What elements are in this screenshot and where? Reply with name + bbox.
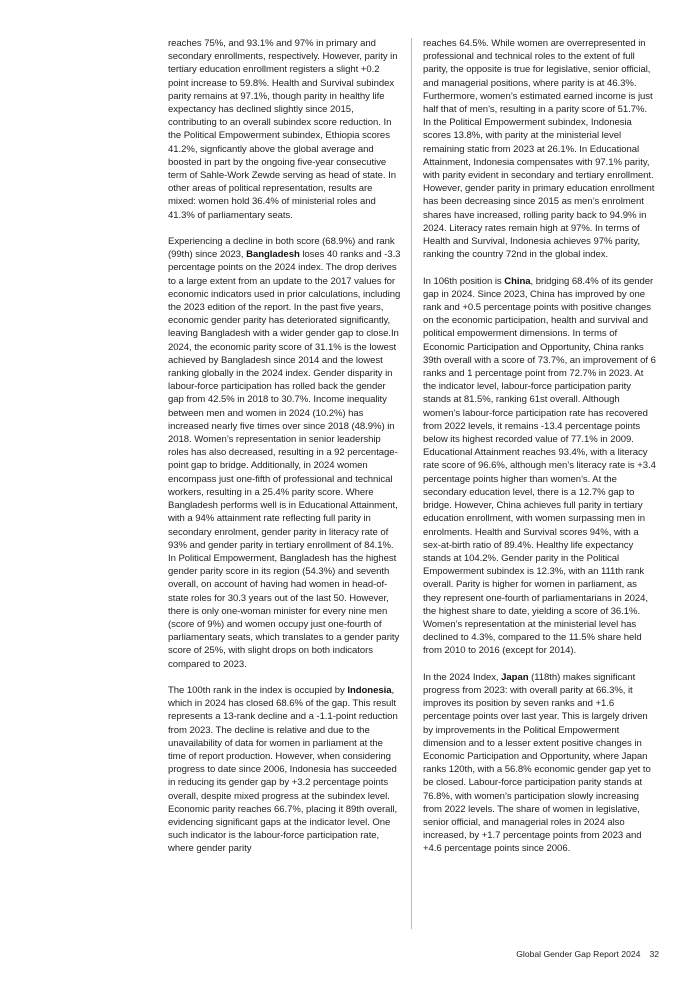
paragraph-indonesia-continued [423, 37, 656, 261]
paragraph-china [423, 275, 656, 658]
paragraph-text: loses 40 ranks and -3.3 percentage points on the 2024 index. The drop derives to a large extent from an update to the 2017 values for economic indicators used in prior calculations, including the 2023 edition of the report. In the past five years, economic gender parity has deteriorated significantly, leaving Bangladesh with a wider gender gap to close.In 2024, the economic parity score of 31.1% is the lowest achieved by Bangladesh since 2014 and the lowest ranking globally in the 2024 index. Gender disparity in labour-force participation has rolled back the gender gap from 42.5% in 2018 to 30.7%. Income inequality between men and women in 2024 (10.2%) has increased nearly five times over since 2018 (48.9%) in 2018. Women’s representation in senior leadership roles has also decreased, resulting in a 92 percentage-point gap to bridge. Additionally, in 2024 women encompass just one-fifth of professional and technical workers, resulting in a 25.4% parity score. Where Bangladesh performs well is in Educational Attainment, with a 94% attainment rate reflecting full parity in secondary enrolment, gender parity in literacy rate of 93% and gender parity in tertiary enrollment of 84.1%. In Political Empowerment, Bangladesh has the highest gender parity score in its region (54.3%) and seventh overall, on account of having had women in head-of-state roles for 30.3 years out of the last 50. However, there is only one-woman minister for every nine men (score of 9%) and women occupy just one-fourth of parliamentary seats, which translates to a gender parity score of 25%, with slight drops on both indicators compared to 2023. [168, 249, 401, 670]
paragraph-japan [423, 671, 656, 856]
paragraph-indonesia [168, 684, 401, 856]
paragraph-text: The 100th rank in the index is occupied by [168, 684, 348, 696]
column-divider [411, 38, 412, 929]
country-name-china: China [504, 275, 531, 287]
report-title: Global Gender Gap Report 2024 [516, 949, 641, 959]
paragraph-bangladesh [168, 235, 401, 671]
page-number: 32 [649, 949, 659, 959]
paragraph-text: In the 2024 Index, [423, 671, 502, 683]
paragraph-ethiopia-continued [168, 37, 401, 222]
paragraph-text: , bridging 68.4% of its gender gap in 2024. Since 2023, China has improved by one rank and +0.5 percentage points with positive changes on the economic participation, health and survival and political empowerment dimensions. In terms of Economic Participation and Opportunity, China ranks 39th overall with a score of 73.7%, an improvement of 6 ranks and 1 percentage point from 72.7% in 2023. At the indicator level, labour-force participation parity stands at 81.5%, ranking 61st overall. Although women’s labour-force participation rate has recovered from 2022 levels, it remains -13.4 percentage points below its highest recorded value of 77.1% in 2009. Educational Attainment reaches 93.4%, with a literacy rate score of 96.6%, although men’s literacy rate is +3.4 percentage points higher than women’s. At the secondary education level, there is a 12.7% gap to bridge. However, China achieves full parity in tertiary education enrollment, with women surpassing men in enrolments. Health and Survival scores 94%, with a sex-at-birth ratio of 89.4%. Healthy life expectancy stands at 104.2%. Gender parity in the Political Empowerment subindex is 12.3%, with an 111th rank overall. Parity is higher for women in parliament, as they represent one-fourth of parliamentarians in 2024, the highest share to date, yielding a score of 36.1%. Women’s representation at the ministerial level has declined to 4.3%, compared to the 11.5% share held from 2010 to 2016 (except for 2014). [423, 275, 656, 657]
paragraph-text: reaches 64.5%. While women are overrepresented in professional and technical roles to the extent of full parity, the opposite is true for legislative, senior official, and managerial positions, where parity is at 46.3%. Furthermore, women’s estimated earned income is just half that of men’s, resulting in a parity score of 51.7%. In the Political Empowerment subindex, Indonesia scores 13.8%, with parity at the ministerial level remaining static from 2023 at 26.1%. In Educational Attainment, Indonesia compensates with 97.1% parity, with parity evident in secondary and tertiary enrollment. However, gender parity in primary education enrollment has been decreasing since 2015 as men’s enrolment shares have increased, rolling parity back to 94.9% in 2024. Literacy rates remain high at 97%. In terms of Health and Survival, Indonesia achieves 97% parity, ranking the country 72nd in the global index. [423, 38, 655, 261]
page-footer [516, 949, 659, 959]
country-name-indonesia: Indonesia [347, 684, 392, 696]
paragraph-text: In 106th position is [423, 275, 505, 287]
paragraph-text: Experiencing a decline in both score (68.9%) and rank (99th) since 2023, [168, 236, 395, 261]
country-name-japan: Japan [501, 671, 529, 683]
country-name-bangladesh: Bangladesh [246, 249, 300, 261]
paragraph-text: (118th) makes significant progress from 2023: with overall parity at 66.3%, it improves its position by seven ranks and +1.6 percentage points over last year. This is largely driven by improvements in the Political Empowerment dimension and to a lesser extent positive changes in Economic Participation and Opportunity, where Japan ranks 120th, with a 56.8% economic gender gap yet to be closed. Labour-force participation parity stands at 76.8%, with women’s participation slowly increasing from 2022 levels. The share of women in legislative, senior official, and managerial roles in 2024 also increased, by +1.7 percentage points from 2023 and +4.6 percentage points since 2006. [423, 671, 651, 855]
left-text-column [168, 37, 401, 869]
paragraph-text: , which in 2024 has closed 68.6% of the gap. This result represents a 13-rank decline and a -1.1-point reduction from 2023. The decline is relative and due to the unavailability of data for women in parliament at the time of report production. However, when considering progress to date since 2006, Indonesia has succeeded in reducing its gender gap by +3.2 percentage points overall, despite mixed progress at the subindex level. Economic parity reaches 66.7%, placing it 89th overall, evidencing significant gaps at the indicator level. One such indicator is the labour-force participation rate, where gender parity [168, 684, 398, 855]
right-text-column [423, 37, 656, 869]
paragraph-text: reaches 75%, and 93.1% and 97% in primary and secondary enrollments, respectively. However, parity in tertiary education enrollment registers a slight +0.2 point increase to 59.8%. Health and Survival subindex parity remains at 97.1%, though parity in healthy life expectancy has declined slightly since 2015, contributing to an overall subindex score reduction. In the Political Empowerment subindex, Ethiopia scores 41.2%, signficantly above the global average and boosted in part by the ongoing five-year consecutive term of Sahle-Work Zewde serving as head of state. In other areas of political representation, results are mixed: women hold 36.4% of ministerial roles and 41.3% of parliamentary seats. [168, 38, 398, 221]
